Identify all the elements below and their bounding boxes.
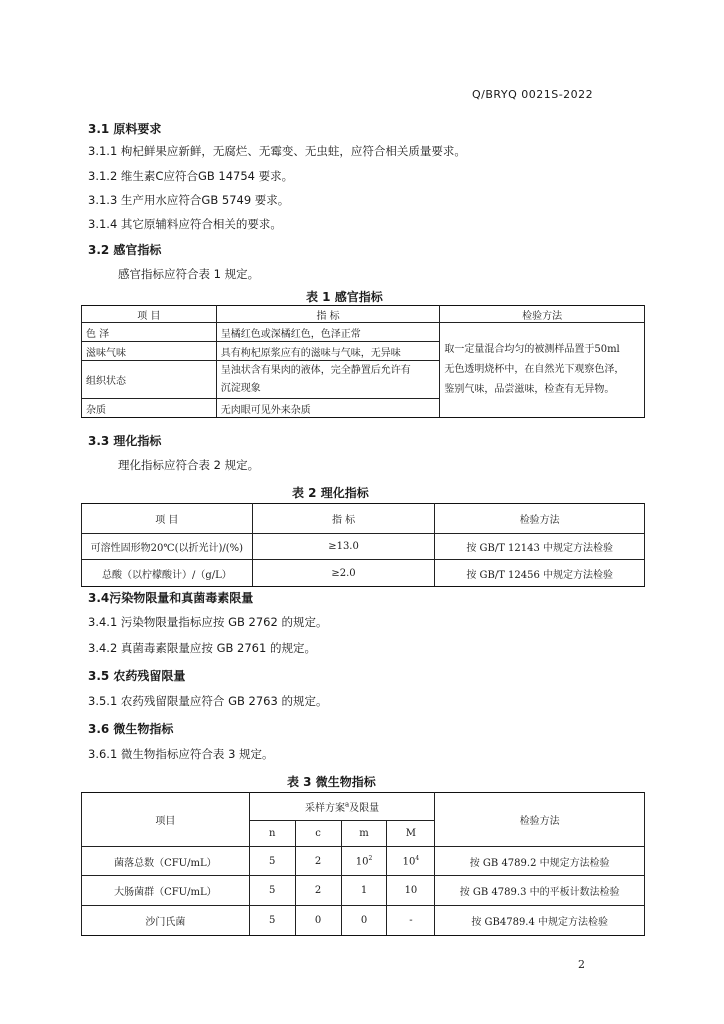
row-n: 5 — [249, 906, 295, 936]
row-method: 按 GB/T 12143 中规定方法检验 — [435, 534, 645, 560]
plan-footnote-mark: a — [344, 800, 350, 809]
row-spec — [216, 361, 440, 399]
document-code: Q/BRYQ 0021S-2022 — [472, 88, 594, 101]
row-spec: 呈橘红色或深橘红色，色泽正常 — [216, 323, 440, 342]
clause-3-1-2: 3.1.2 维生素C应符合GB 14754 要求。 — [88, 169, 294, 183]
method-line: 取一定量混合均匀的被测样品置于50ml — [444, 344, 620, 355]
row-item: 总酸（以柠檬酸计）/（g/L） — [82, 560, 253, 587]
row-m: 0 — [341, 906, 387, 936]
spec-line: 沉淀现象 — [220, 382, 261, 394]
row-item: 色 泽 — [82, 323, 217, 342]
header-method: 检验方法 — [435, 793, 645, 847]
section-3-2-intro: 感官指标应符合表 1 规定。 — [118, 267, 260, 281]
clause-3-1-1: 3.1.1 枸杞鲜果应新鲜，无腐烂、无霉变、无虫蛀，应符合相关质量要求。 — [88, 144, 466, 158]
microbial-table — [81, 792, 645, 936]
section-3-6-title: 3.6 微生物指标 — [88, 722, 174, 736]
table-1-caption: 表 1 感官指标 — [306, 290, 383, 304]
row-M — [387, 847, 435, 876]
clause-3-1-3: 3.1.3 生产用水应符合GB 5749 要求。 — [88, 193, 290, 207]
header-item: 项 目 — [82, 504, 253, 534]
sensory-method-cell — [440, 323, 645, 418]
header-sampling-plan — [249, 793, 435, 821]
subheader-m: m — [341, 821, 387, 847]
section-3-2-title: 3.2 感官指标 — [88, 243, 162, 257]
subheader-M: M — [387, 821, 435, 847]
table-header-row — [82, 306, 645, 323]
row-method: 按 GB 4789.2 中规定方法检验 — [435, 847, 645, 876]
table-header-row — [82, 504, 645, 534]
page-number: 2 — [578, 958, 585, 971]
row-spec: ≥2.0 — [252, 560, 435, 587]
row-spec: ≥13.0 — [252, 534, 435, 560]
header-spec: 指 标 — [252, 504, 435, 534]
subheader-n: n — [249, 821, 295, 847]
sensory-table — [81, 305, 645, 418]
physicochemical-table — [81, 503, 645, 587]
row-item: 大肠菌群（CFU/mL） — [82, 876, 250, 906]
M-base: 10 — [402, 856, 416, 868]
table-2-caption: 表 2 理化指标 — [292, 486, 369, 500]
table-3-caption: 表 3 微生物指标 — [287, 775, 376, 789]
row-c: 2 — [295, 876, 341, 906]
section-3-5-title: 3.5 农药残留限量 — [88, 669, 186, 683]
m-base: 10 — [355, 856, 369, 868]
spec-line: 呈浊状含有果肉的液体，完全静置后允许有 — [220, 364, 411, 376]
section-3-3-intro: 理化指标应符合表 2 规定。 — [118, 458, 260, 472]
row-item: 组织状态 — [82, 361, 217, 399]
plan-label: 采样方案 — [304, 803, 345, 814]
row-item: 沙门氏菌 — [82, 906, 250, 936]
row-item: 杂质 — [82, 399, 217, 418]
row-method: 按 GB 4789.3 中的平板计数法检验 — [435, 876, 645, 906]
header-method: 检验方法 — [435, 504, 645, 534]
table-row — [82, 847, 645, 876]
row-m — [341, 847, 387, 876]
row-method: 按 GB/T 12456 中规定方法检验 — [435, 560, 645, 587]
clause-3-4-1: 3.4.1 污染物限量指标应按 GB 2762 的规定。 — [88, 615, 328, 629]
plan-label-tail: 及限量 — [349, 803, 380, 814]
M-exponent: 4 — [415, 854, 420, 862]
row-n: 5 — [249, 876, 295, 906]
m-exponent: 2 — [368, 854, 373, 862]
row-item: 菌落总数（CFU/mL） — [82, 847, 250, 876]
row-item: 可溶性固形物20℃(以折光计)/(%) — [82, 534, 253, 560]
row-c: 2 — [295, 847, 341, 876]
row-spec: 无肉眼可见外来杂质 — [216, 399, 440, 418]
row-method: 按 GB4789.4 中规定方法检验 — [435, 906, 645, 936]
table-row — [82, 876, 645, 906]
clause-3-6-1: 3.6.1 微生物指标应符合表 3 规定。 — [88, 747, 274, 761]
row-m: 1 — [341, 876, 387, 906]
section-3-1-title: 3.1 原料要求 — [88, 122, 162, 136]
method-line: 鉴别气味，品尝滋味，检查有无异物。 — [444, 384, 615, 395]
section-3-3-title: 3.3 理化指标 — [88, 434, 162, 448]
row-n: 5 — [249, 847, 295, 876]
table-row — [82, 323, 645, 342]
clause-3-1-4: 3.1.4 其它原辅料应符合相关的要求。 — [88, 217, 282, 231]
table-row — [82, 560, 645, 587]
header-method: 检验方法 — [440, 306, 645, 323]
table-header-row — [82, 793, 645, 821]
header-spec: 指 标 — [216, 306, 440, 323]
clause-3-5-1: 3.5.1 农药残留限量应符合 GB 2763 的规定。 — [88, 694, 328, 708]
row-spec: 具有枸杞原浆应有的滋味与气味，无异味 — [216, 342, 440, 361]
subheader-c: c — [295, 821, 341, 847]
row-M: - — [387, 906, 435, 936]
header-item: 项目 — [82, 793, 250, 847]
clause-3-4-2: 3.4.2 真菌毒素限量应按 GB 2761 的规定。 — [88, 641, 316, 655]
header-item: 项 目 — [82, 306, 217, 323]
row-M: 10 — [387, 876, 435, 906]
table-row — [82, 906, 645, 936]
section-3-4-title: 3.4污染物限量和真菌毒素限量 — [88, 591, 254, 605]
row-item: 滋味气味 — [82, 342, 217, 361]
method-line: 无色透明烧杯中，在自然光下观察色泽， — [444, 364, 625, 375]
row-c: 0 — [295, 906, 341, 936]
table-row — [82, 534, 645, 560]
